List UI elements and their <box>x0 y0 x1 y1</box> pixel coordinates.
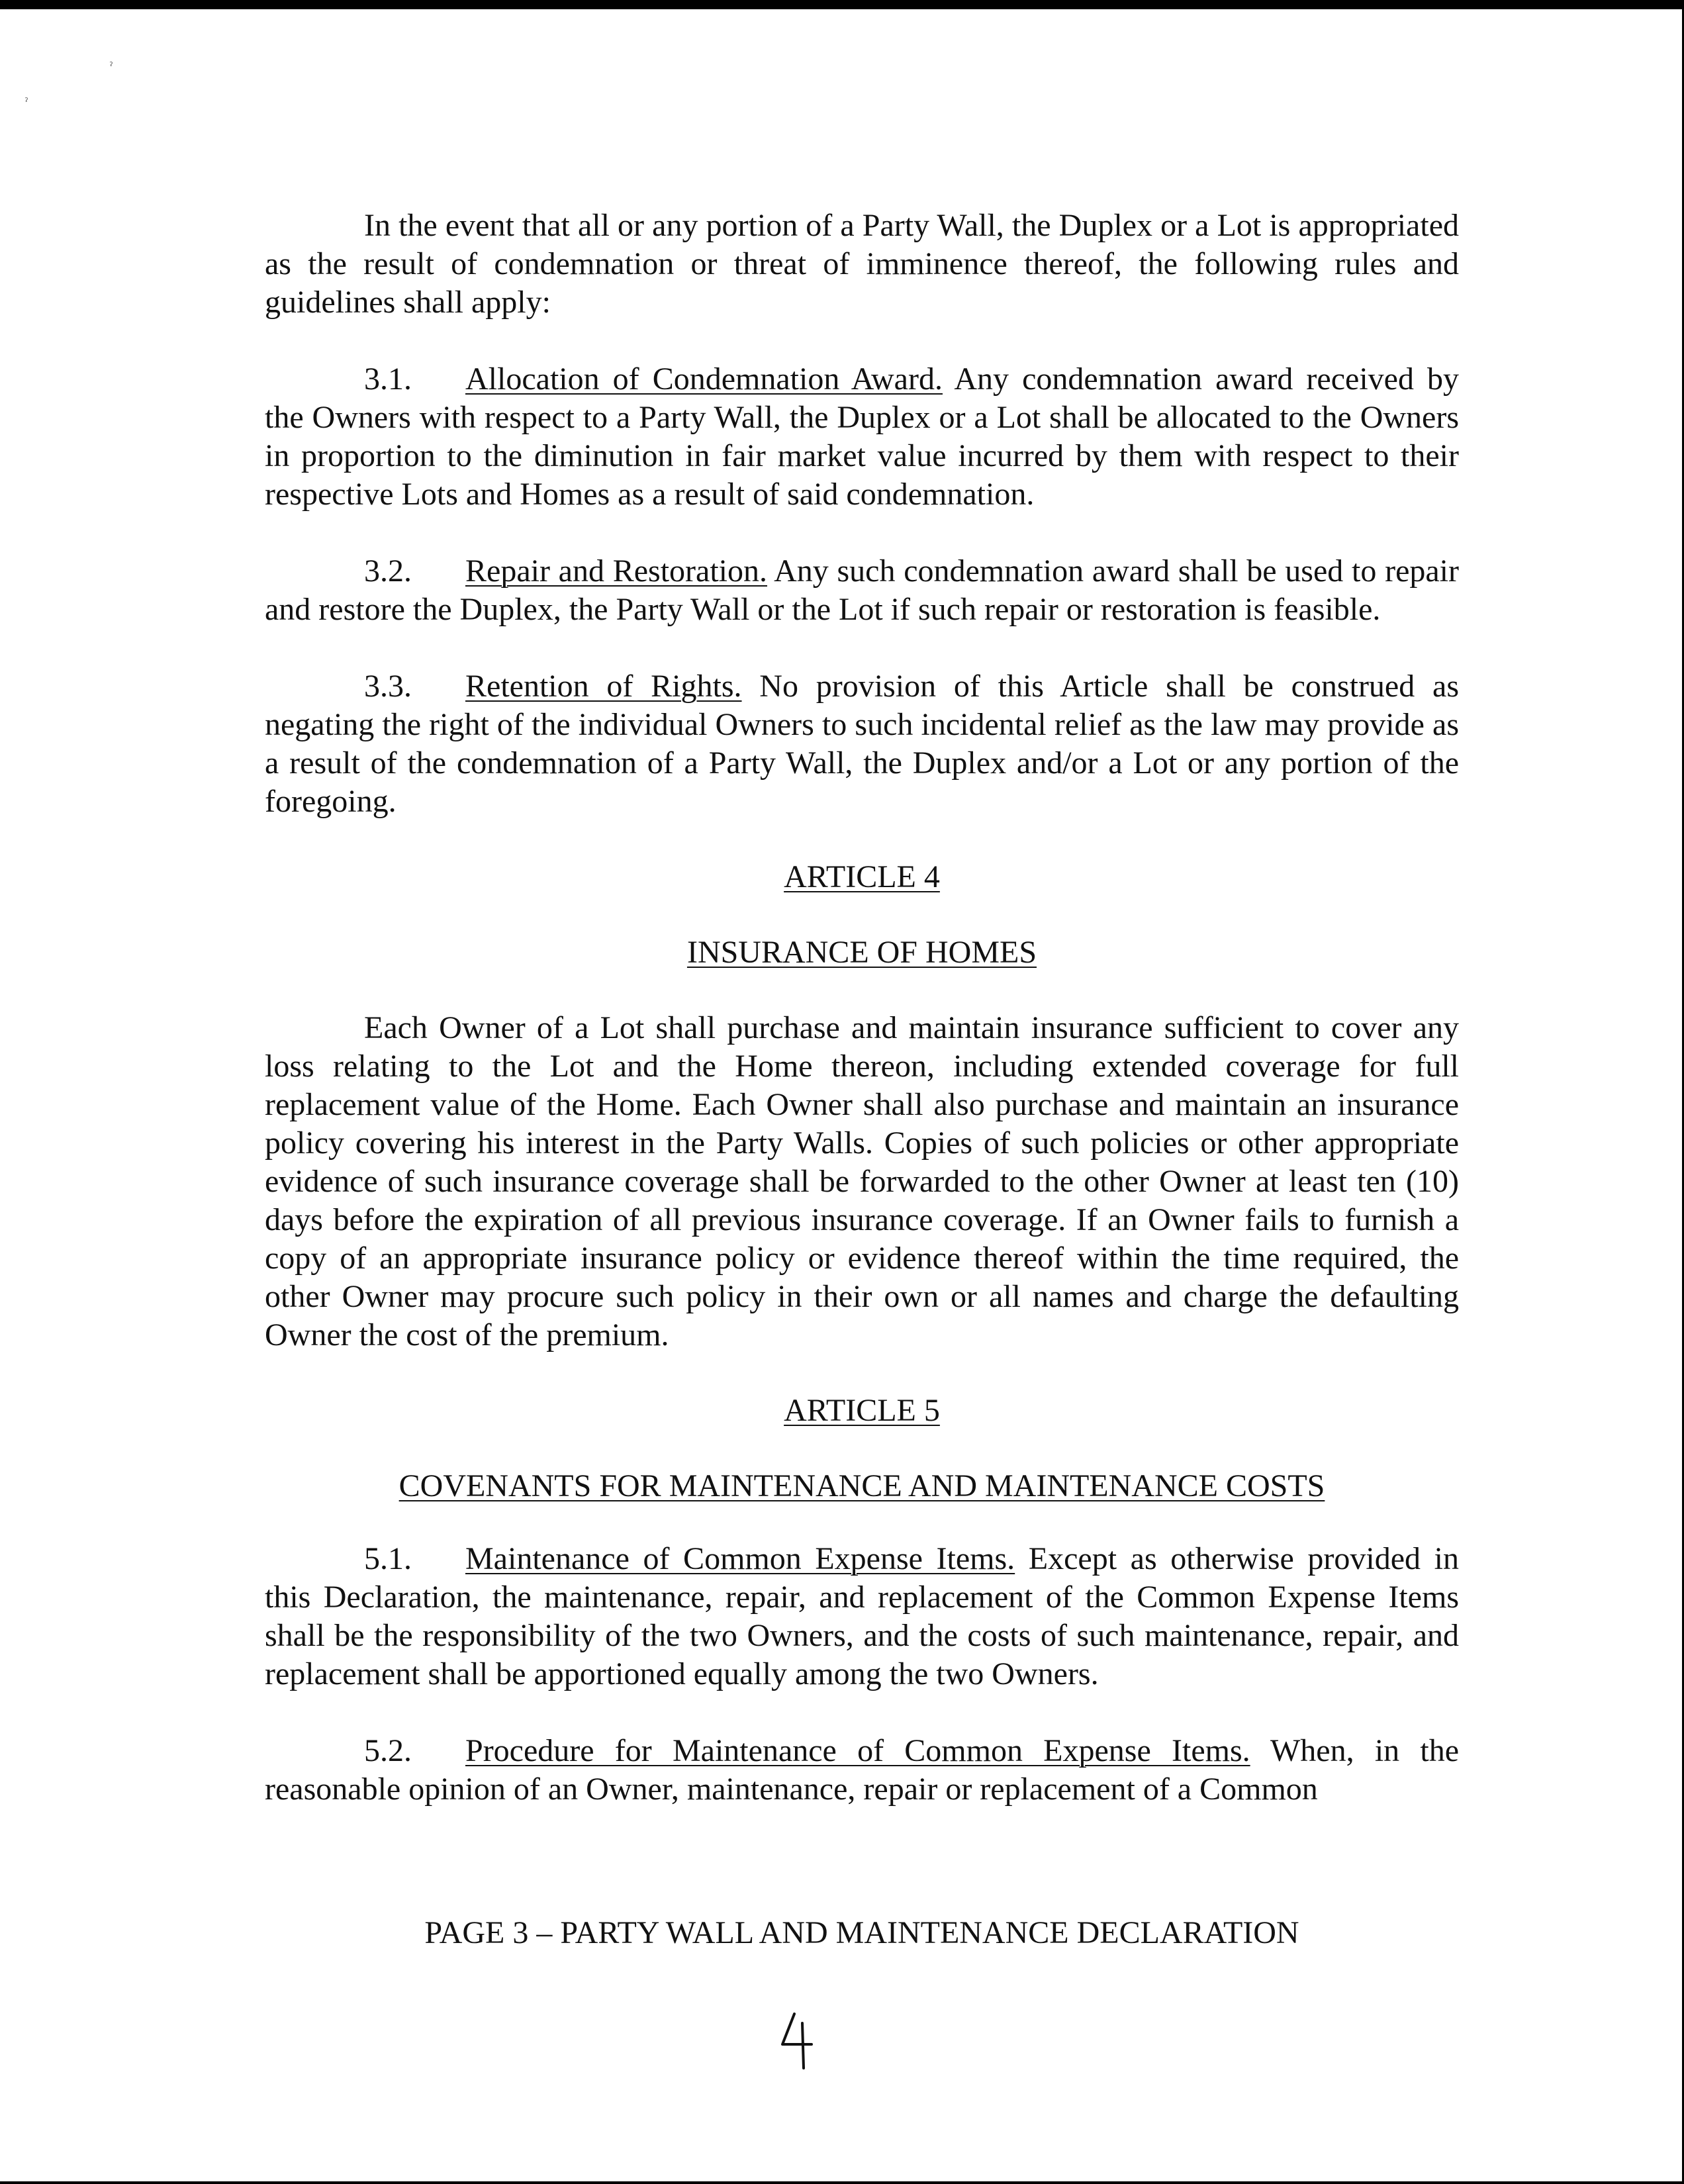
section-title: Procedure for Maintenance of Common Expense Items. <box>465 1733 1250 1768</box>
section-title: Maintenance of Common Expense Items. <box>465 1541 1015 1576</box>
section-5-1 <box>265 1540 1459 1693</box>
section-text: Except as otherwise provided in this Declaration, the maintenance, repair, and replacement of the Common Expense Items shall be the responsibility of the two Owners, and the costs of such maintenance, repair, and replacement shall be apportioned equally among the two Owners. <box>265 1541 1459 1691</box>
section-number: 5.1. <box>364 1541 412 1576</box>
article-4-label: ARTICLE 4 <box>784 859 940 894</box>
article-5-title: COVENANTS FOR MAINTENANCE AND MAINTENANCE COSTS <box>398 1468 1325 1503</box>
section-title: Allocation of Condemnation Award. <box>465 361 943 397</box>
section-text: When, in the reasonable opinion of an Owner, maintenance, repair or replacement of a Common <box>265 1733 1460 1807</box>
scan-border-bottom <box>0 2181 1684 2184</box>
section-3-2 <box>265 552 1459 629</box>
article-5-label: ARTICLE 5 <box>784 1393 940 1428</box>
intro-paragraph: In the event that all or any portion of a Party Wall, the Duplex or a Lot is appropriated as the result of condemnation or threat of imminence thereof, the following rules and guidelines shall apply: <box>265 208 1459 320</box>
section-text: Any such condemnation award shall be used to repair and restore the Duplex, the Party Wall or the Lot if such repair or restoration is feasible. <box>265 553 1459 627</box>
scan-speck: ˀ <box>110 60 113 71</box>
section-number: 3.3. <box>364 669 412 704</box>
section-text: Any condemnation award received by the Owners with respect to a Party Wall, the Duplex or a Lot shall be allocated to the Owners in proportion to the diminution in fair market value incurred by them with respect to their respective Lots and Homes as a result of said condemnation. <box>265 361 1460 512</box>
section-text: No provision of this Article shall be construed as negating the right of the individual Owners to such incidental relief as the law may provide as a result of the condemnation of a Party Wall, the Duplex and/or a Lot or any portion of the foregoing. <box>265 669 1459 819</box>
scan-speck: ˀ <box>25 96 28 107</box>
section-title: Retention of Rights. <box>465 669 742 704</box>
section-title: Repair and Restoration. <box>465 553 768 589</box>
section-3-3 <box>265 667 1459 821</box>
article-4-title: INSURANCE OF HOMES <box>686 935 1037 970</box>
section-5-2 <box>265 1732 1459 1809</box>
section-number: 5.2. <box>364 1733 412 1768</box>
page-footer: PAGE 3 – PARTY WALL AND MAINTENANCE DECLARATION <box>424 1915 1299 1950</box>
section-number: 3.1. <box>364 361 412 397</box>
article-4-paragraph: Each Owner of a Lot shall purchase and maintain insurance sufficient to cover any loss relating to the Lot and the Home thereon, including extended coverage for full replacement value of the Home. Each Owner shall also purchase and maintain an insurance policy covering his interest in the Party Walls. Copies of such policies or other appropriate evidence of such insurance coverage shall be forwarded to the other Owner at least ten (10) days before the expiration of all previous insurance coverage. If an Owner fails to furnish a copy of an appropriate insurance policy or evidence thereof within the time required, the other Owner may procure such policy in their own or all names and charge the defaulting Owner the cost of the premium. <box>265 1010 1459 1353</box>
section-3-1 <box>265 360 1459 514</box>
section-number: 3.2. <box>364 553 412 589</box>
handwritten-page-number <box>776 2011 822 2071</box>
scan-border-top <box>0 0 1684 9</box>
document-body <box>265 207 1459 1809</box>
